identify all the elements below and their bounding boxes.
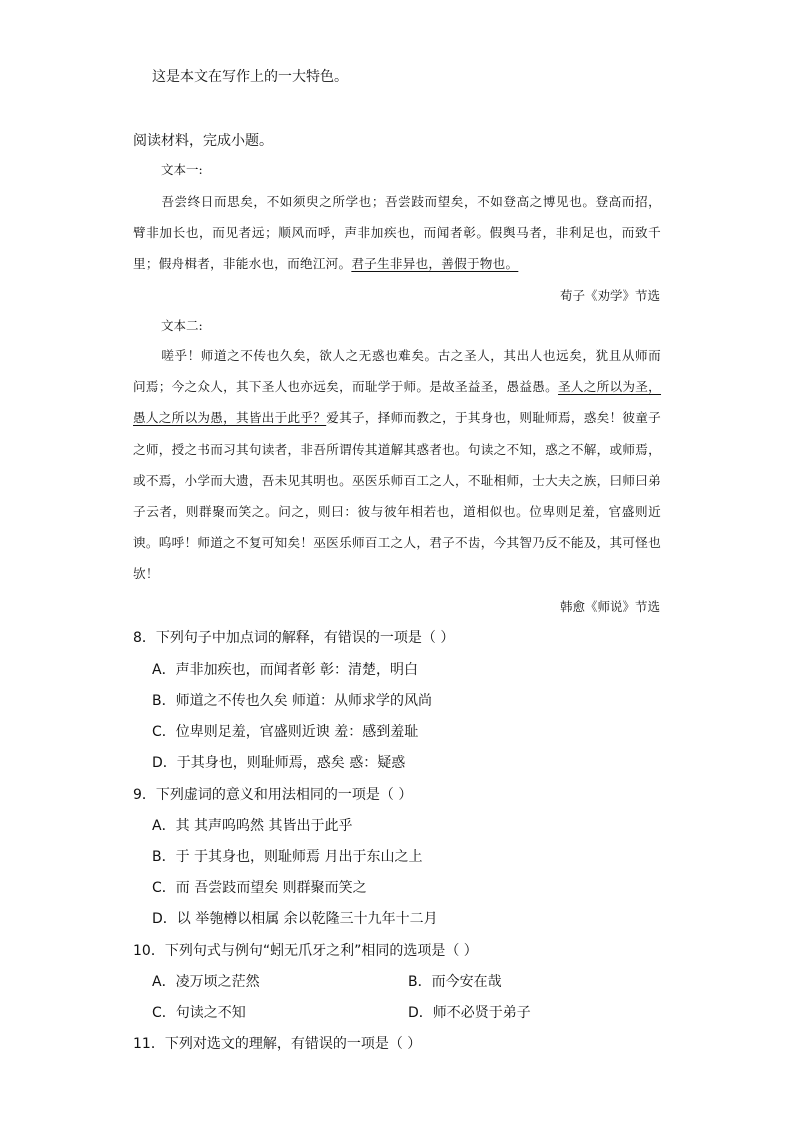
question-8-option-c: C．位卑则足羞，官盛则近谀 羞：感到羞耻 (152, 724, 419, 740)
question-9-option-a: A．其 其声呜呜然 其皆出于此乎 (152, 818, 353, 834)
question-9-option-b: B．于 于其身也，则耻师焉 月出于东山之上 (152, 849, 423, 865)
text2-body-a: 嗟乎！师道之不传也久矣，欲人之无惑也难矣。古之圣人，其出人也远矣，犹且从师而问焉；今之众人，其下圣人也亦远矣，而耻学于师。是故圣益圣，愚益愚。 (133, 348, 661, 395)
question-8-option-b: B．师道之不传也久矣 师道：从师求学的风尚 (152, 693, 433, 709)
question-8-option-a: A．声非加疾也，而闻者彰 彰：清楚，明白 (152, 662, 419, 678)
text1-passage (133, 186, 661, 280)
text1-source: 荀子《劝学》节选 (559, 288, 660, 303)
question-10-option-a: A．凌万顷之茫然 (152, 974, 260, 990)
text1-body: 吾尝终日而思矣，不如须臾之所学也；吾尝跂而望矣，不如登高之博见也。登高而招，臂非加长也，而见者远；顺风而呼，声非加疾也，而闻者彰。假舆马者，非利足也，而致千里；假舟楫者，非能水也，而绝江河。 (133, 194, 661, 272)
question-11-stem: 11．下列对选文的理解，有错误的一项是（ ） (133, 1036, 422, 1052)
question-10-option-d: D．师不必贤于弟子 (408, 1005, 531, 1021)
question-9-option-c: C．而 吾尝跂而望矣 则群聚而笑之 (152, 880, 367, 896)
text2-passage (133, 340, 661, 590)
text1-label: 文本一: (161, 162, 203, 177)
question-10-stem: 10．下列句式与例句“蚓无爪牙之利”相同的选项是（ ） (133, 943, 478, 959)
text2-body-b: 爱其子，择师而教之，于其身也，则耻师焉，惑矣！彼童子之师，授之书而习其句读者，非吾所谓传其道解其惑者也。句读之不知，惑之不解，或师焉，或不焉，小学而大遗，吾未见其明也。巫医乐师百工之人，不耻相师，士大夫之族，曰师曰弟子云者，则群聚而笑之。问之，则曰：彼与彼年相若也，道相似也。位卑则足羞，官盛则近谀。呜呼！师道之不复可知矣！巫医乐师百工之人，君子不齿，今其智乃反不能及，其可怪也欤！ (133, 410, 662, 582)
question-9-option-d: D．以 举匏樽以相属 余以乾隆三十九年十二月 (152, 911, 438, 927)
question-10-option-b: B．而今安在哉 (408, 974, 502, 990)
previous-answer-line: 这是本文在写作上的一大特色。 (152, 69, 348, 85)
question-8-option-d: D．于其身也，则耻师焉，惑矣 惑：疑惑 (152, 755, 406, 771)
question-9-stem: 9．下列虚词的意义和用法相同的一项是（ ） (133, 787, 413, 803)
text1-underlined-sentence: 君子生非异也，善假于物也。 (351, 256, 519, 272)
question-10-option-c: C．句读之不知 (152, 1005, 246, 1021)
reading-instruction: 阅读材料，完成小题。 (133, 133, 273, 149)
question-8-stem: 8．下列句子中加点词的解释，有错误的一项是（ ） (133, 630, 455, 646)
text2-label: 文本二: (161, 318, 203, 333)
text2-underlined-sentence: 圣人之所以为圣，愚人之所以为愚，其皆出于此乎？ (133, 379, 662, 426)
text2-source: 韩愈《师说》节选 (559, 599, 660, 614)
